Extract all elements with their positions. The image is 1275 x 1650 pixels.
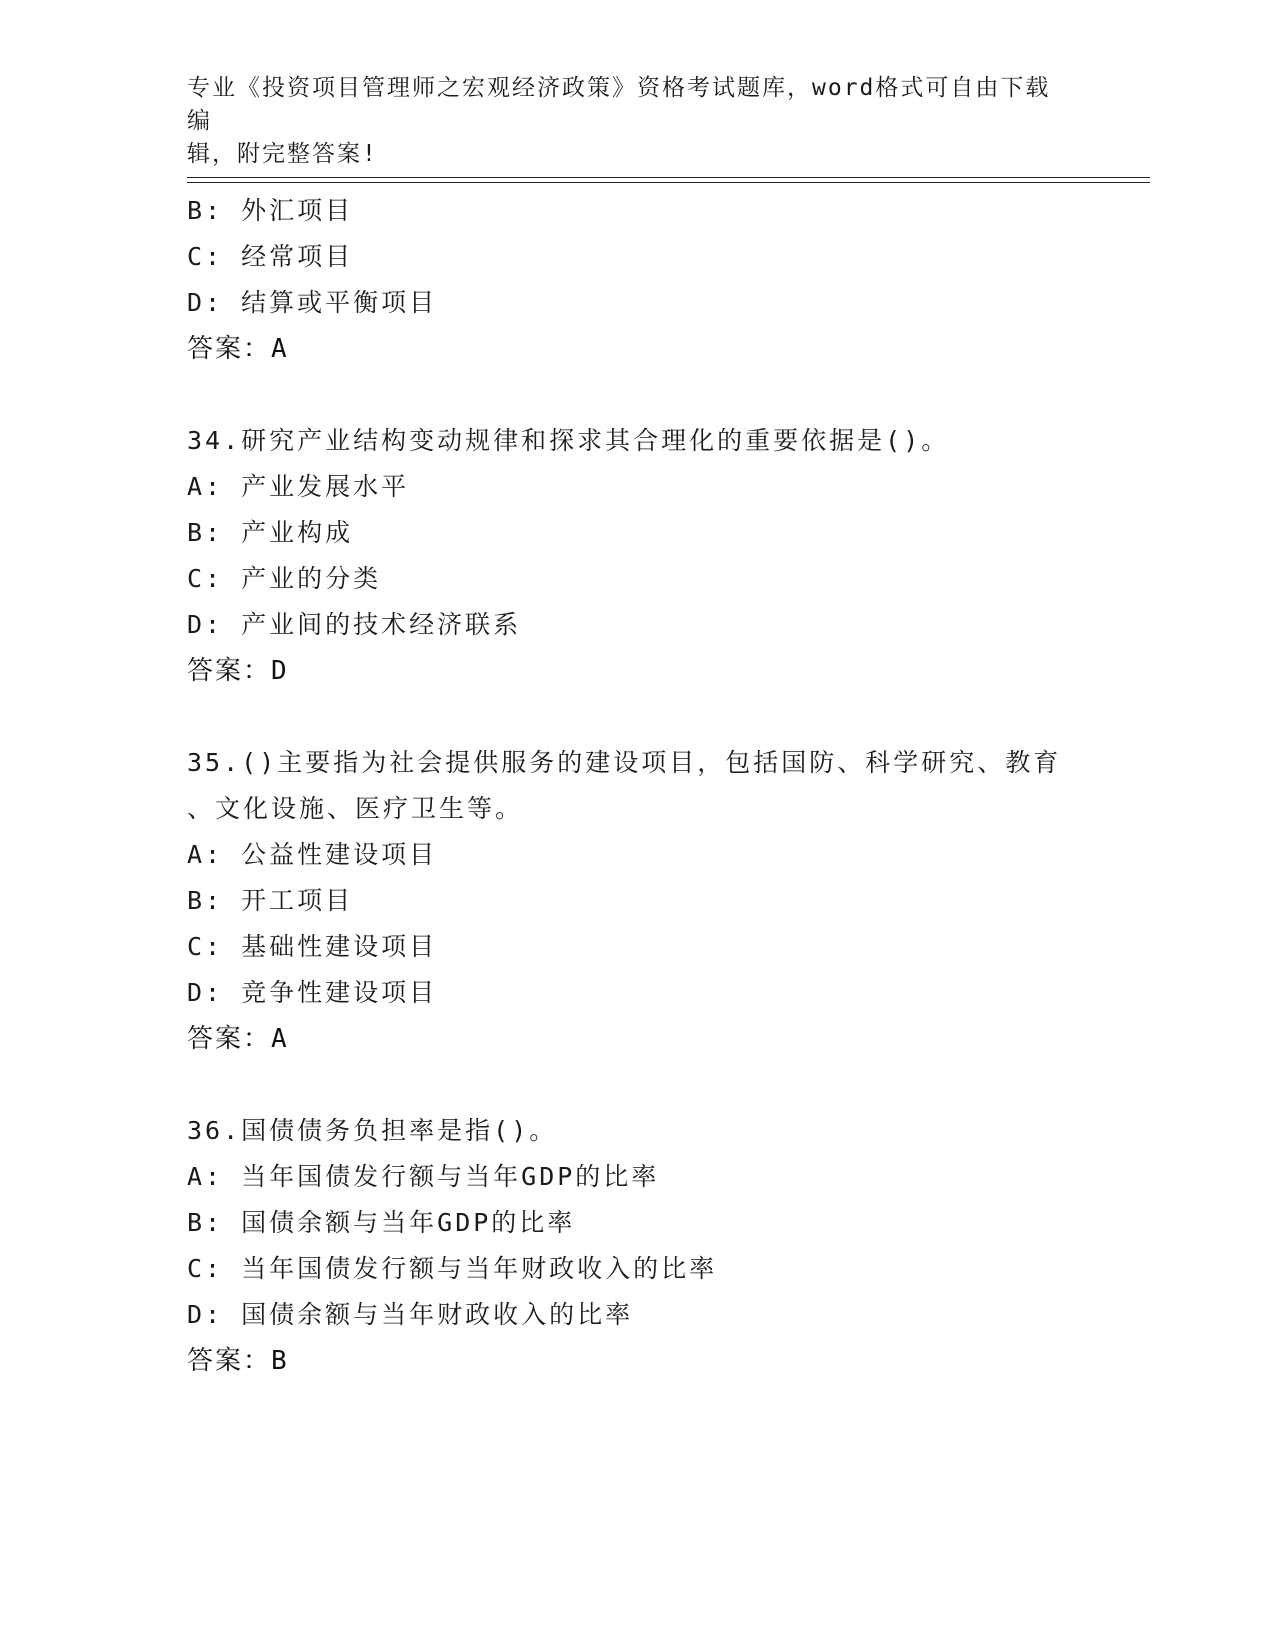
option-b: B: 产业构成: [187, 518, 354, 547]
header-line-1: 专业《投资项目管理师之宏观经济政策》资格考试题库，word格式可自由下载编: [187, 75, 1051, 134]
spacer: [187, 694, 1087, 740]
question-33: [187, 188, 1087, 372]
option-a: A: 当年国债发行额与当年GDP的比率: [187, 1162, 660, 1191]
document-header: [187, 72, 1067, 171]
question-list: [187, 188, 1087, 1384]
answer-value: A: [271, 334, 289, 364]
question-text-line-2: 、文化设施、医疗卫生等。: [187, 794, 524, 823]
answer-label: 答案：: [187, 656, 272, 686]
question-34: [187, 418, 1087, 694]
option-d: D: 竞争性建设项目: [187, 978, 438, 1007]
header-divider-top: [187, 177, 1150, 178]
answer-value: D: [271, 656, 289, 686]
option-a: A: 公益性建设项目: [187, 840, 438, 869]
answer-label: 答案：: [187, 334, 272, 364]
option-a: A: 产业发展水平: [187, 472, 410, 501]
answer-line: [187, 648, 1087, 694]
option-b: B: 开工项目: [187, 886, 354, 915]
option-d: D: 结算或平衡项目: [187, 288, 438, 317]
option-b: B: 国债余额与当年GDP的比率: [187, 1208, 576, 1237]
header-line-2: 辑，附完整答案!: [187, 141, 378, 167]
option-c: C: 产业的分类: [187, 564, 382, 593]
spacer: [187, 1062, 1087, 1108]
question-36: [187, 1108, 1087, 1384]
option-b: B: 外汇项目: [187, 196, 354, 225]
answer-label: 答案：: [187, 1024, 272, 1054]
option-d: D: 国债余额与当年财政收入的比率: [187, 1300, 634, 1329]
question-text: 34.研究产业结构变动规律和探求其合理化的重要依据是()。: [187, 426, 950, 455]
question-text-line-1: 35.()主要指为社会提供服务的建设项目，包括国防、科学研究、教育: [187, 748, 1062, 777]
option-c: C: 经常项目: [187, 242, 354, 271]
answer-line: [187, 1016, 1087, 1062]
answer-label: 答案：: [187, 1346, 272, 1376]
answer-value: B: [271, 1346, 289, 1376]
option-c: C: 当年国债发行额与当年财政收入的比率: [187, 1254, 718, 1283]
question-text: 36.国债债务负担率是指()。: [187, 1116, 558, 1145]
answer-line: [187, 326, 1087, 372]
answer-value: A: [271, 1024, 289, 1054]
option-c: C: 基础性建设项目: [187, 932, 438, 961]
answer-line: [187, 1338, 1087, 1384]
header-divider-bottom: [187, 182, 1150, 183]
option-d: D: 产业间的技术经济联系: [187, 610, 522, 639]
spacer: [187, 372, 1087, 418]
question-35: [187, 740, 1087, 1062]
